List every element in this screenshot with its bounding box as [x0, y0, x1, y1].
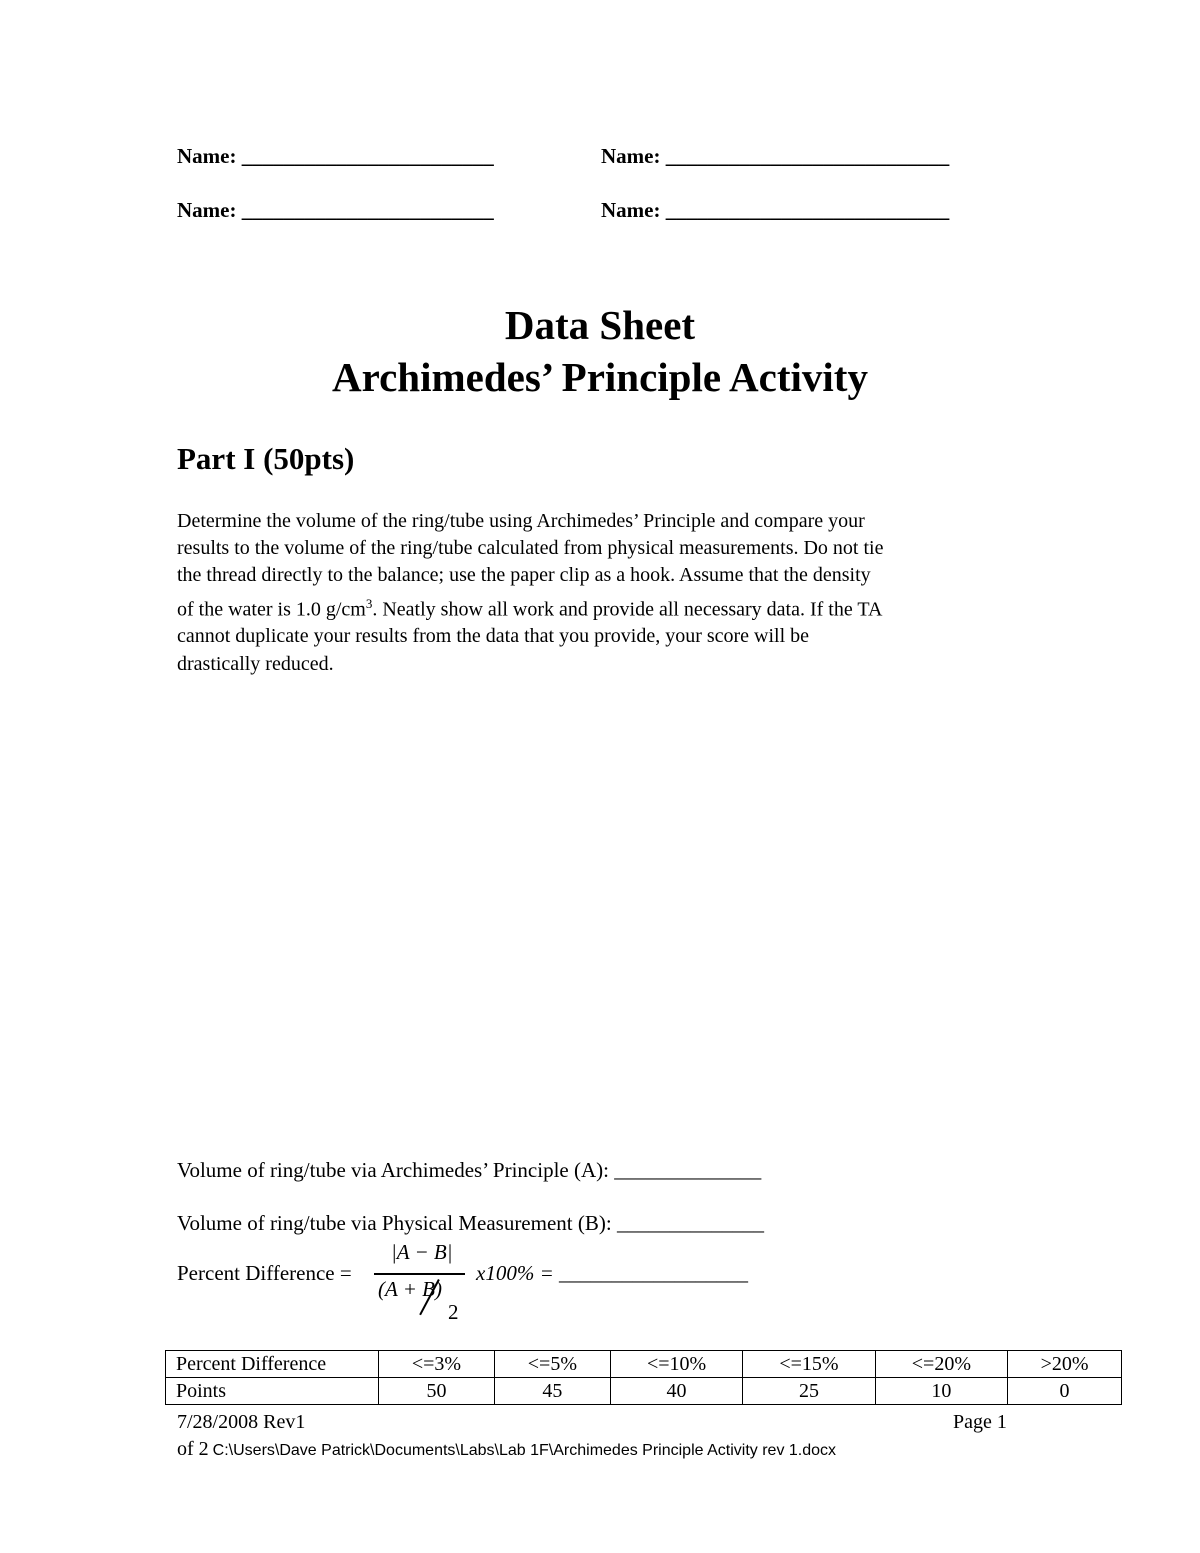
table-cell: Percent Difference [166, 1351, 379, 1378]
instruction-line: results to the volume of the ring/tube calculated from physical measurements. Do not tie [177, 537, 884, 560]
name-label: Name: [177, 144, 237, 168]
name-label: Name: [601, 144, 661, 168]
volume-a-line [177, 1158, 761, 1183]
name-line-4 [601, 198, 949, 223]
formula-numerator: |A − B| [391, 1240, 453, 1264]
formula-result [476, 1261, 748, 1286]
instruction-line [177, 590, 1057, 624]
volume-a-blank[interactable]: ______________ [614, 1158, 762, 1182]
name-blank[interactable]: ________________________ [241, 144, 494, 168]
table-cell: 40 [610, 1378, 742, 1405]
table-cell: 10 [875, 1378, 1007, 1405]
table-cell: <=5% [494, 1351, 610, 1378]
formula-divisor: 2 [448, 1300, 459, 1324]
percent-difference-label: Percent Difference = [177, 1261, 352, 1285]
instruction-line: Determine the volume of the ring/tube using Archimedes’ Principle and compare your [177, 510, 865, 532]
percent-blank[interactable]: __________________ [559, 1261, 748, 1285]
footer-path-line [177, 1438, 836, 1461]
footer-of-pages: of 2 [177, 1438, 209, 1460]
volume-b-label: Volume of ring/tube via Physical Measurement (B): [177, 1211, 617, 1235]
name-blank[interactable]: ________________________ [241, 198, 494, 222]
page-subtitle: Archimedes’ Principle Activity [332, 354, 868, 400]
table-row [166, 1351, 1122, 1378]
table-cell: <=10% [610, 1351, 742, 1378]
volume-b-line [177, 1211, 764, 1236]
table-row [166, 1378, 1122, 1405]
volume-a-label: Volume of ring/tube via Archimedes’ Principle (A): [177, 1158, 615, 1182]
table-cell: >20% [1008, 1351, 1122, 1378]
part-heading: Part I (50pts) [177, 441, 355, 476]
table-cell: <=15% [743, 1351, 875, 1378]
table-cell: Points [166, 1378, 379, 1405]
page-title: Data Sheet [504, 302, 696, 348]
table-cell: 25 [743, 1378, 875, 1405]
footer-file-path: C:\Users\Dave Patrick\Documents\Labs\Lab 1F\Archimedes Principle Activity rev 1.docx [212, 1442, 837, 1459]
name-blank[interactable]: ___________________________ [665, 144, 950, 168]
scoring-table [165, 1350, 1122, 1405]
footer-page: Page 1 [953, 1411, 1007, 1433]
instruction-line: cannot duplicate your results from the data that you provide, your score will be [177, 625, 810, 648]
table-cell: <=20% [875, 1351, 1007, 1378]
formula-multiplier: x100% = [476, 1261, 559, 1285]
table-cell: 0 [1008, 1378, 1122, 1405]
footer-date-rev: 7/28/2008 Rev1 [177, 1411, 306, 1433]
instruction-line: drastically reduced. [177, 652, 334, 675]
instruction-line: the thread directly to the balance; use the paper clip as a hook. Assume that the density [177, 564, 871, 587]
table-cell: 50 [379, 1378, 495, 1405]
fraction-bar [374, 1273, 465, 1275]
instructions-paragraph [177, 508, 1057, 678]
table-cell: <=3% [379, 1351, 495, 1378]
superscript: 3 [365, 595, 373, 611]
table-cell: 45 [494, 1378, 610, 1405]
name-label: Name: [601, 198, 661, 222]
name-blank[interactable]: ___________________________ [665, 198, 950, 222]
name-line-3 [177, 198, 494, 223]
volume-b-blank[interactable]: ______________ [616, 1211, 764, 1235]
name-line-2 [601, 144, 949, 169]
density-text: of the water is 1.0 g/cm [177, 598, 366, 621]
formula-denominator: (A + B) [378, 1277, 442, 1301]
instruction-continuation: . Neatly show all work and provide all necessary data. If the TA [372, 598, 883, 621]
name-label: Name: [177, 198, 237, 222]
name-line-1 [177, 144, 494, 169]
